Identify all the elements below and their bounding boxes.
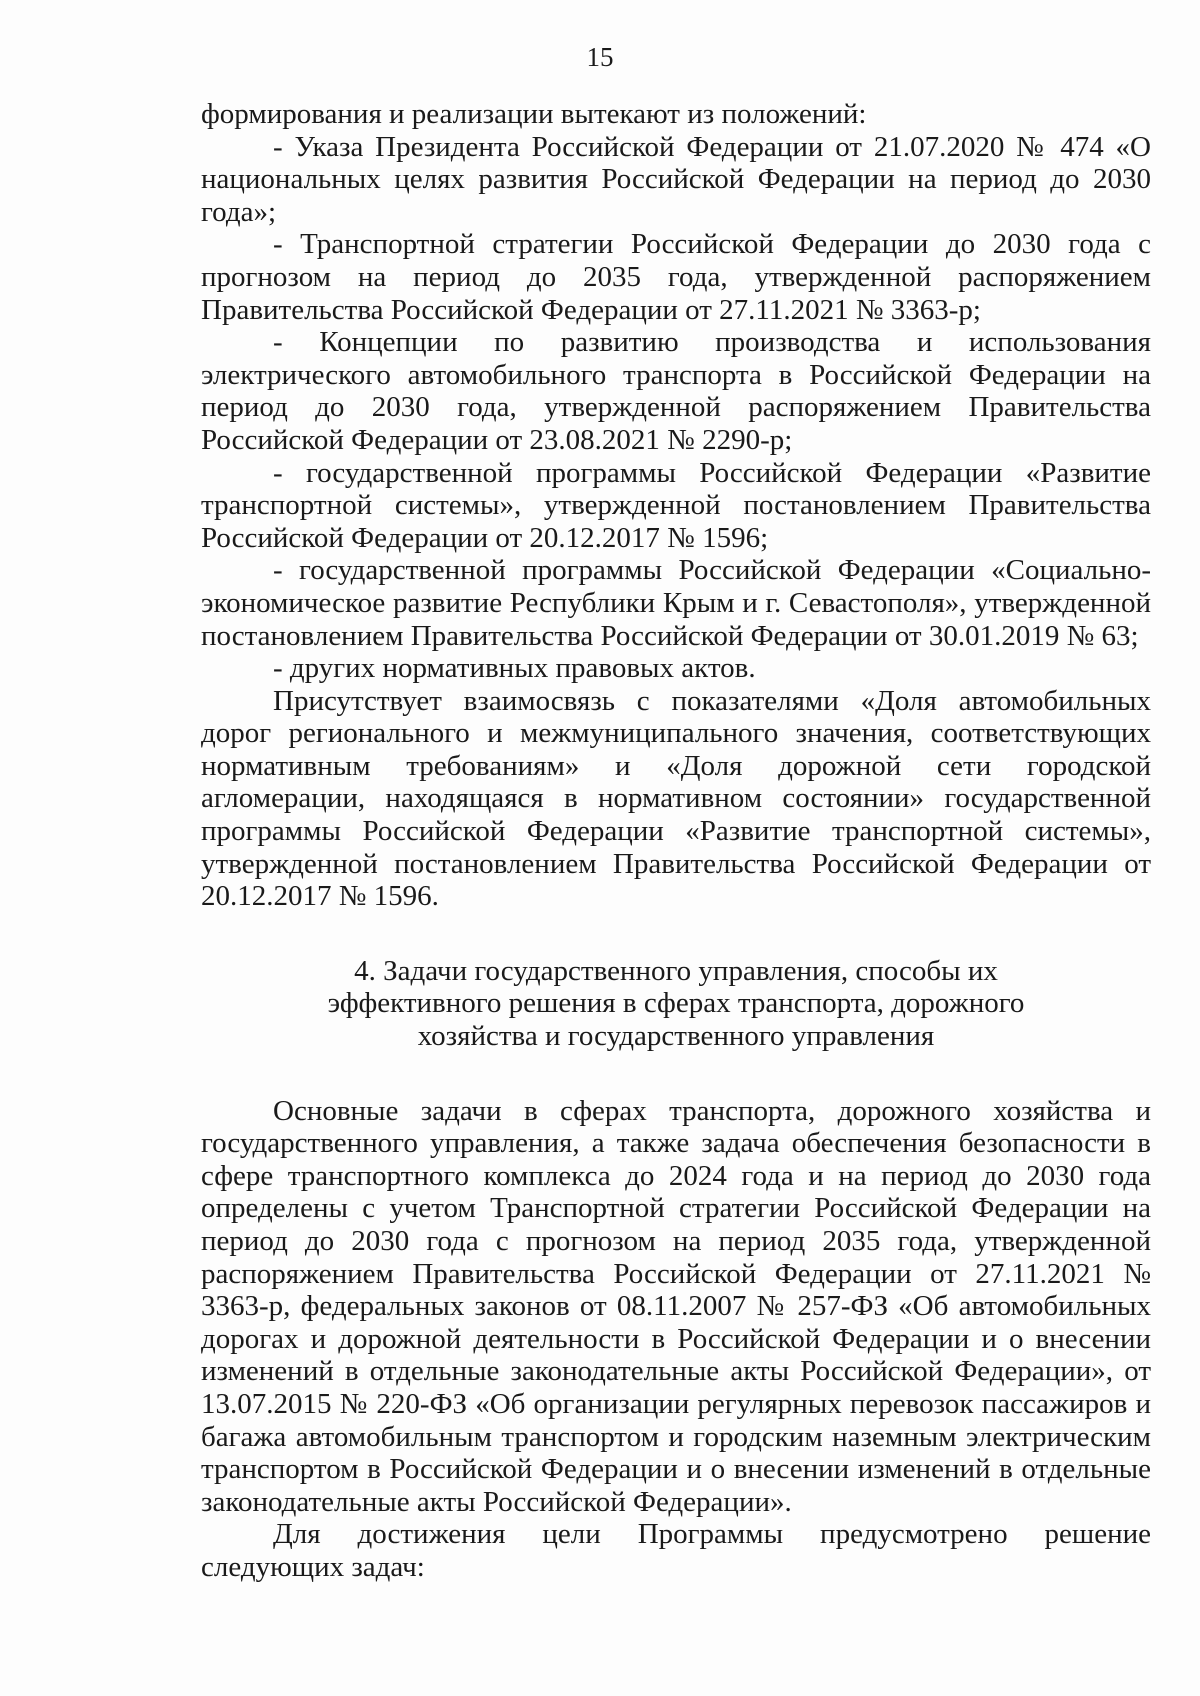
paragraph-other-acts-list-item: - других нормативных правовых актов. <box>273 652 756 685</box>
document-body <box>201 98 1151 1584</box>
paragraph-indicators: Присутствует взаимосвязь с показателями «Доля автомобильных дорог регионального и межмуниципального значения, соответствующих нормативным требованиям» и «Доля дорожной сети городской агломерации, находящаяся в нормативном состоянии» государственной программы Российской Федерации «Развитие транспортной системы», утвержденной постановлением Правительства Российской Федерации от 20.12.2017 № 1596. <box>201 684 1151 913</box>
section-heading: 4. Задачи государственного управления, способы их эффективного решения в сферах транспорта, дорожного хозяйства и государственного управления <box>327 954 1025 1053</box>
section-spacer <box>201 1053 1151 1095</box>
paragraph-decree-list-item: - Указа Президента Российской Федерации от 21.07.2020 № 474 «О национальных целях развития Российской Федерации на период до 2030 года»; <box>201 130 1151 228</box>
page-number: 15 <box>586 42 614 72</box>
paragraph-crimea-program-list-item: - государственной программы Российской Федерации «Социально-экономическое развитие Республики Крым и г. Севастополя», утвержденной постановлением Правительства Российской Федерации от 30.01.2019 № 63; <box>201 554 1151 652</box>
paragraph-transport-strategy-list-item: - Транспортной стратегии Российской Федерации до 2030 года с прогнозом на период до 2035 года, утвержденной распоряжением Правительства Российской Федерации от 27.11.2021 № 3363-р; <box>201 228 1151 326</box>
paragraph-intro: формирования и реализации вытекают из положений: <box>201 98 867 130</box>
paragraph-main-tasks: Основные задачи в сферах транспорта, дорожного хозяйства и государственного управления, а также задача обеспечения безопасности в сфере транспортного комплекса до 2024 года и на период до 2030 года определены с учетом Транспортной стратегии Российской Федерации на период до 2030 года с прогнозом на период 2035 года, утвержденной распоряжением Правительства Российской Федерации от 27.11.2021 № 3363-р, федеральных законов от 08.11.2007 № 257-ФЗ «Об автомобильных дорогах и дорожной деятельности в Российской Федерации и о внесении изменений в отдельные законодательные акты Российской Федерации», от 13.07.2015 № 220-ФЗ «Об организации регулярных перевозок пассажиров и багажа автомобильным транспортом и городским наземным электрическим транспортом в Российской Федерации и о внесении изменений в отдельные законодательные акты Российской Федерации». <box>201 1094 1151 1518</box>
paragraph-program-goal: Для достижения цели Программы предусмотрено решение следующих задач: <box>201 1518 1151 1583</box>
paragraph-ev-concept-list-item: - Концепции по развитию производства и использования электрического автомобильного транспорта в Российской Федерации на период до 2030 года, утвержденной распоряжением Правительства Российской Федерации от 23.08.2021 № 2290-р; <box>201 326 1151 456</box>
paragraph-transport-program-list-item: - государственной программы Российской Федерации «Развитие транспортной системы», утвержденной постановлением Правительства Российской Федерации от 20.12.2017 № 1596; <box>201 456 1151 554</box>
